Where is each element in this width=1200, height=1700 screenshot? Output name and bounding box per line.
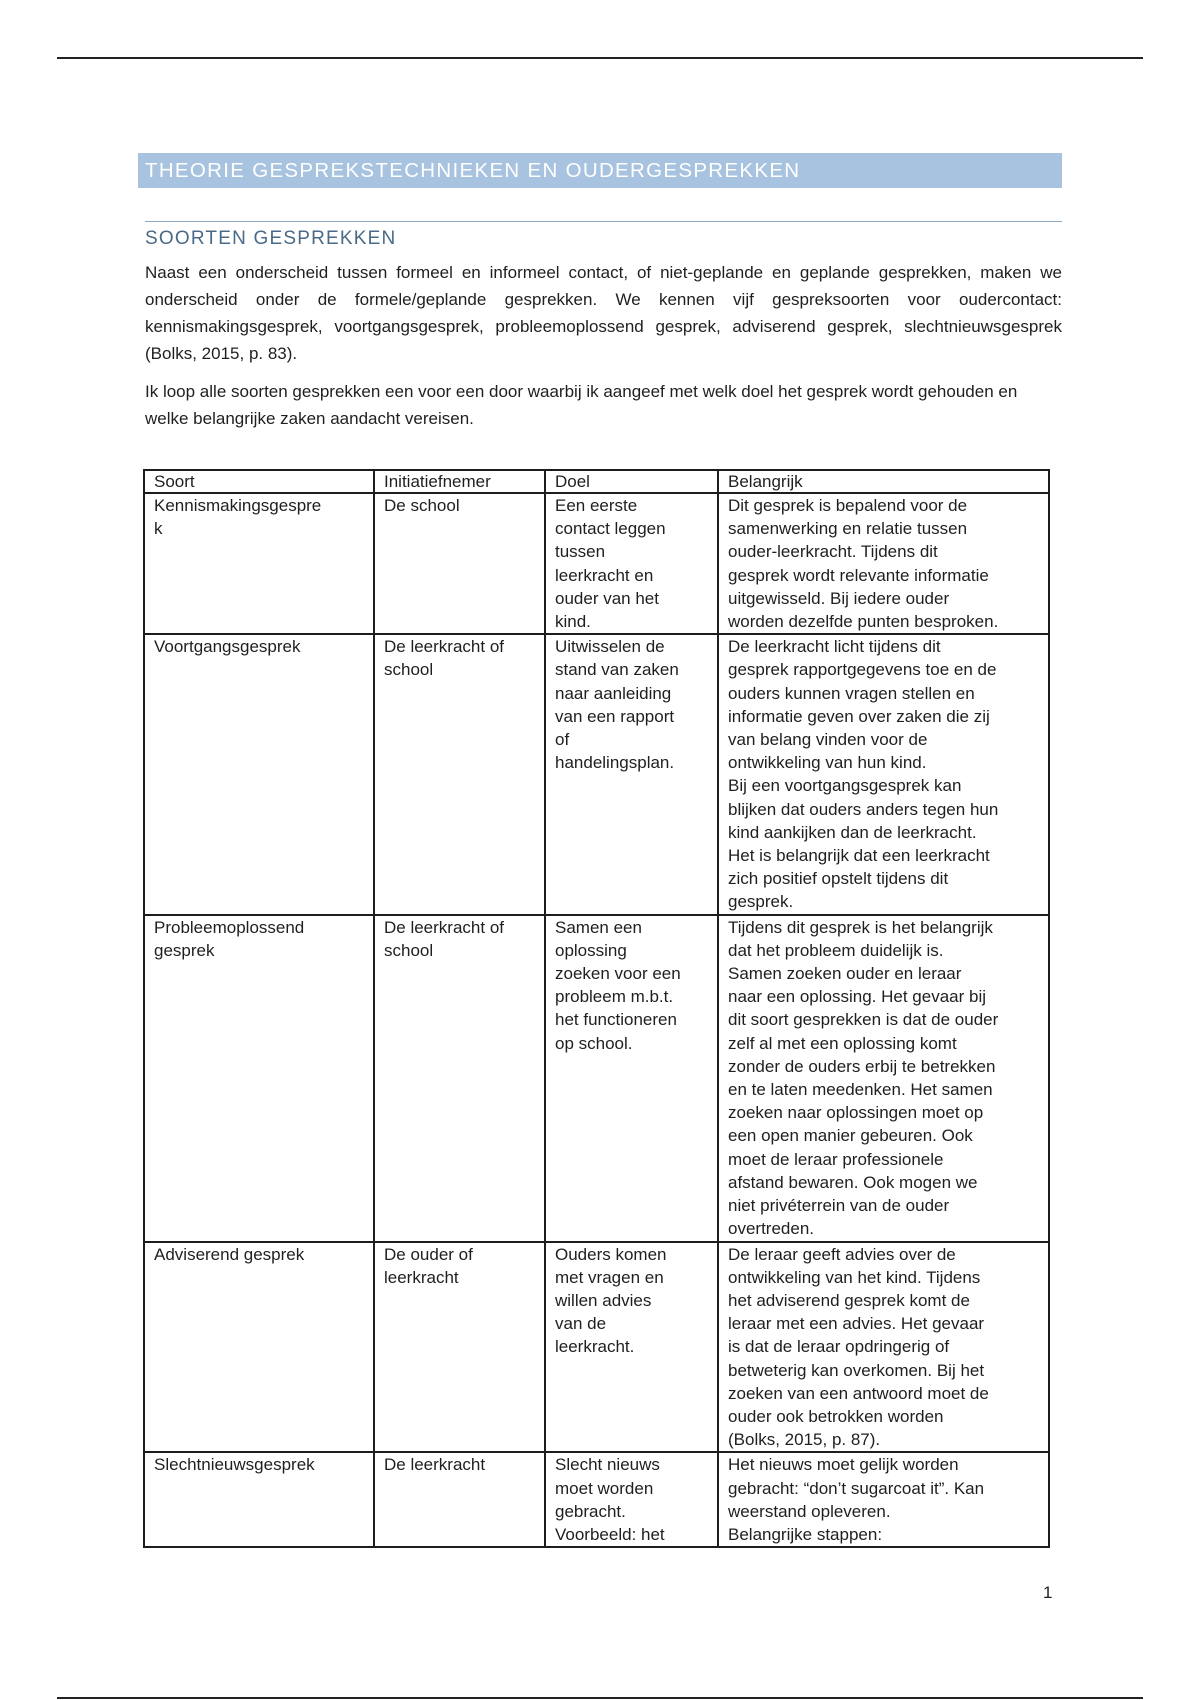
chapter-heading: THEORIE GESPREKSTECHNIEKEN EN OUDERGESPREKKEN <box>138 153 1062 188</box>
cell-line: van de <box>555 1314 607 1334</box>
cell-line: gesprek rapportgegevens toe en de <box>728 660 997 680</box>
cell-line: Probleemoplossend <box>154 917 305 937</box>
cell-doel <box>545 1452 718 1547</box>
cell-line: tussen <box>555 542 606 562</box>
cell-line: Ouders komen <box>555 1244 667 1264</box>
header-doel: Doel <box>545 470 718 493</box>
cell-belangrijk <box>718 915 1049 1242</box>
cell-belangrijk <box>718 1452 1049 1547</box>
cell-belangrijk <box>718 493 1049 634</box>
cell-line: afstand bewaren. Ook mogen we <box>728 1172 978 1192</box>
cell-line: zich positief opstelt tijdens dit <box>728 869 949 889</box>
cell-line: op school. <box>555 1033 633 1053</box>
cell-line: uitgewisseld. Bij iedere ouder <box>728 588 950 608</box>
page-content <box>138 153 1062 432</box>
cell-line: moet worden <box>555 1478 654 1498</box>
table-row <box>144 493 1049 634</box>
cell-line: contact leggen <box>555 519 666 539</box>
cell-line: leerkracht <box>384 1267 459 1287</box>
cell-line: overtreden. <box>728 1219 814 1239</box>
cell-line: zoeken naar oplossingen moet op <box>728 1103 984 1123</box>
cell-line: ouders kunnen vragen stellen en <box>728 683 975 703</box>
cell-line: De leerkracht of <box>384 917 504 937</box>
cell-line: kind aankijken dan de leerkracht. <box>728 822 977 842</box>
cell-line: naar een oplossing. Het gevaar bij <box>728 987 986 1007</box>
cell-line: oplossing <box>555 940 627 960</box>
cell-line: stand van zaken <box>555 660 679 680</box>
cell-line: ouder van het <box>555 588 659 608</box>
cell-line: moet de leraar professionele <box>728 1149 944 1169</box>
cell-line: De ouder of <box>384 1244 473 1264</box>
cell-line: leraar met een advies. Het gevaar <box>728 1314 985 1334</box>
table-row <box>144 634 1049 914</box>
table-row <box>144 915 1049 1242</box>
cell-line: handelingsplan. <box>555 753 675 773</box>
section-heading: SOORTEN GESPREKKEN <box>145 221 1062 250</box>
cell-soort <box>144 493 374 634</box>
cell-line: zoeken van een antwoord moet de <box>728 1383 989 1403</box>
cell-line: Slechtnieuwsgesprek <box>154 1455 315 1475</box>
cell-line: niet privéterrein van de ouder <box>728 1196 950 1216</box>
cell-soort <box>144 915 374 1242</box>
cell-line: Adviserend gesprek <box>154 1244 305 1264</box>
overview-paragraph: Ik loop alle soorten gesprekken een voor een door waarbij ik aangeef met welk doel het gesprek wordt gehouden en welke belangrijke zaken aandacht vereisen. <box>145 382 1018 428</box>
conversation-types-table <box>143 469 1050 1548</box>
cell-line: worden dezelfde punten besproken. <box>728 612 999 632</box>
cell-line: blijken dat ouders anders tegen hun <box>728 799 999 819</box>
cell-line: De leerkracht licht tijdens dit <box>728 637 941 657</box>
header-initiatiefnemer: Initiatiefnemer <box>374 470 545 493</box>
cell-line: Voortgangsgesprek <box>154 637 301 657</box>
cell-line: van belang vinden voor de <box>728 730 928 750</box>
cell-line: van een rapport <box>555 706 675 726</box>
cell-line: is dat de leraar opdringerig of <box>728 1337 950 1357</box>
cell-initiatiefnemer <box>374 1452 545 1547</box>
cell-line: gebracht. <box>555 1501 626 1521</box>
cell-line: Het is belangrijk dat een leerkracht <box>728 846 990 866</box>
cell-line: met vragen en <box>555 1267 664 1287</box>
cell-line: De leerkracht of <box>384 637 504 657</box>
cell-line: leerkracht. <box>555 1337 635 1357</box>
cell-line: gesprek wordt relevante informatie <box>728 565 989 585</box>
cell-line: ontwikkeling van het kind. Tijdens <box>728 1267 981 1287</box>
header-soort: Soort <box>144 470 374 493</box>
cell-line: school <box>384 940 434 960</box>
cell-line: weerstand opleveren. <box>728 1501 891 1521</box>
cell-line: zonder de ouders erbij te betrekken <box>728 1056 996 1076</box>
cell-line: gebracht: “don’t sugarcoat it”. Kan <box>728 1478 985 1498</box>
cell-line: naar aanleiding <box>555 683 672 703</box>
cell-line: of <box>555 730 570 750</box>
cell-doel <box>545 493 718 634</box>
cell-line: informatie geven over zaken die zij <box>728 706 990 726</box>
cell-line: dat het probleem duidelijk is. <box>728 940 944 960</box>
cell-line: k <box>154 519 163 539</box>
cell-line: kind. <box>555 612 591 632</box>
table-row <box>144 1242 1049 1453</box>
table-row <box>144 1452 1049 1547</box>
header-belangrijk: Belangrijk <box>718 470 1049 493</box>
cell-initiatiefnemer <box>374 493 545 634</box>
cell-doel <box>545 1242 718 1453</box>
cell-line: Belangrijke stappen: <box>728 1524 883 1544</box>
cell-line: Voorbeeld: het <box>555 1524 665 1544</box>
cell-doel <box>545 915 718 1242</box>
cell-initiatiefnemer <box>374 1242 545 1453</box>
cell-line: Een eerste <box>555 496 638 515</box>
cell-line: zoeken voor een <box>555 964 681 984</box>
cell-line: Samen zoeken ouder en leraar <box>728 964 962 984</box>
cell-line: het functioneren <box>555 1010 677 1030</box>
cell-line: Tijdens dit gesprek is het belangrijk <box>728 917 993 937</box>
cell-line: willen advies <box>555 1290 652 1310</box>
page-number: 1 <box>1043 1583 1053 1602</box>
cell-line: school <box>384 660 434 680</box>
cell-line: gesprek. <box>728 892 794 912</box>
cell-soort <box>144 1452 374 1547</box>
cell-line: gesprek <box>154 940 215 960</box>
cell-initiatiefnemer <box>374 634 545 914</box>
cell-line: Bij een voortgangsgesprek kan <box>728 776 962 796</box>
cell-soort <box>144 1242 374 1453</box>
cell-line: De leerkracht <box>384 1455 486 1475</box>
cell-line: Dit gesprek is bepalend voor de <box>728 496 968 515</box>
cell-doel <box>545 634 718 914</box>
cell-line: Uitwisselen de <box>555 637 665 657</box>
cell-line: (Bolks, 2015, p. 87). <box>728 1430 881 1450</box>
cell-line: leerkracht en <box>555 565 654 585</box>
cell-line: betweterig kan overkomen. Bij het <box>728 1360 985 1380</box>
cell-line: ouder ook betrokken worden <box>728 1406 944 1426</box>
cell-belangrijk <box>718 1242 1049 1453</box>
cell-belangrijk <box>718 634 1049 914</box>
cell-line: en te laten meedenken. Het samen <box>728 1080 993 1100</box>
cell-line: Het nieuws moet gelijk worden <box>728 1455 959 1475</box>
cell-line: dit soort gesprekken is dat de ouder <box>728 1010 999 1030</box>
cell-line: probleem m.b.t. <box>555 987 674 1007</box>
cell-line: een open manier gebeuren. Ook <box>728 1126 973 1146</box>
cell-line: Kennismakingsgespre <box>154 496 322 515</box>
cell-soort <box>144 634 374 914</box>
cell-line: De leraar geeft advies over de <box>728 1244 956 1264</box>
bottom-rule <box>57 1697 1143 1699</box>
intro-paragraph: Naast een onderscheid tussen formeel en informeel contact, of niet-geplande en geplande gesprekken, maken we onderscheid onder de formele/geplande gesprekken. We kennen vijf gespreksoorten voor oudercontact: kennismakingsgesprek, voortgangsgesprek, probleemoplossend gesprek, adviserend gesprek, slechtnieuwsgesprek (Bolks, 2015, p. 83). <box>145 263 1062 363</box>
cell-line: ontwikkeling van hun kind. <box>728 753 927 773</box>
cell-initiatiefnemer <box>374 915 545 1242</box>
cell-line: De school <box>384 496 460 515</box>
cell-line: zelf al met een oplossing komt <box>728 1033 957 1053</box>
top-rule <box>57 57 1143 59</box>
table-header-row <box>144 470 1049 493</box>
cell-line: Slecht nieuws <box>555 1455 660 1475</box>
cell-line: het adviserend gesprek komt de <box>728 1290 970 1310</box>
cell-line: ouder-leerkracht. Tijdens dit <box>728 542 938 562</box>
cell-line: Samen een <box>555 917 642 937</box>
cell-line: samenwerking en relatie tussen <box>728 519 968 539</box>
